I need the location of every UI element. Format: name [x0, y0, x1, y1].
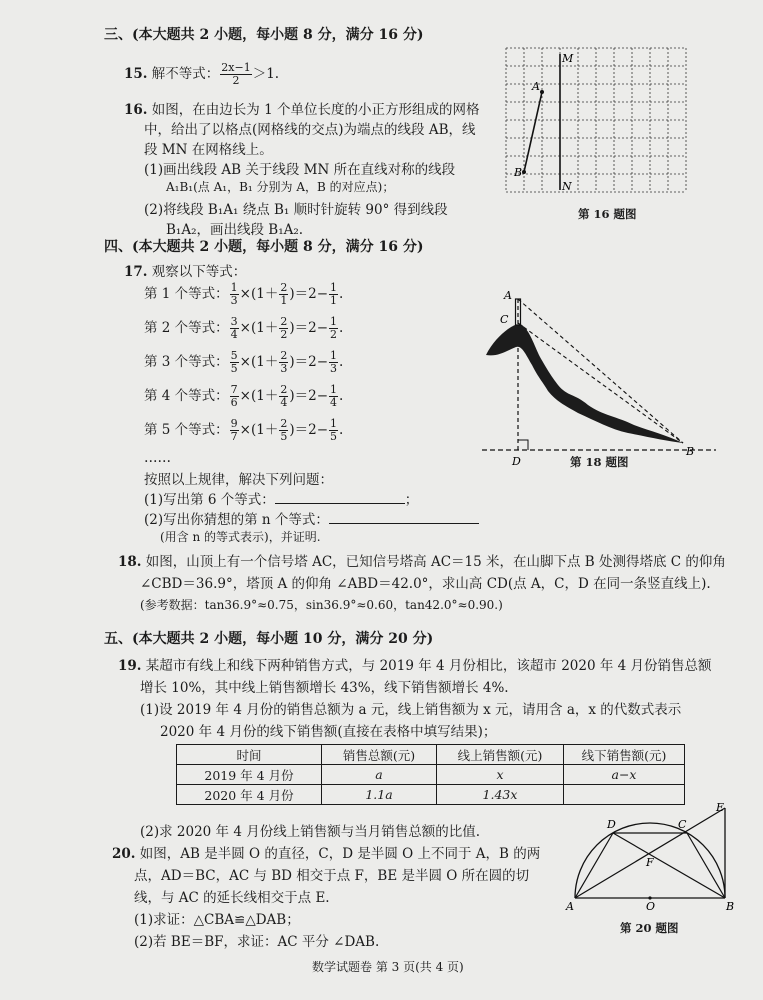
frac-num: 5	[230, 349, 238, 362]
q16-line-4: (1)画出线段 AB 关于线段 MN 所在直线对称的线段	[144, 162, 456, 178]
q16-number: 16.	[124, 102, 148, 118]
label-a: A	[566, 900, 574, 912]
label-b: B	[514, 166, 523, 179]
table-cell: a−x	[564, 765, 685, 785]
figure16-grid	[496, 40, 698, 205]
q17-part2-note: (用含 n 的等式表示)，并证明.	[160, 530, 321, 544]
frac-num: 2	[280, 383, 288, 396]
q20-line-1: 如图，AB 是半圆 O 的直径，C，D 是半圆 O 上不同于 A，B 的两	[139, 846, 541, 862]
right-angle-mark	[518, 440, 528, 450]
table-row	[177, 765, 685, 785]
header-cell: 时间	[177, 745, 322, 765]
eq-label: 第 1 个等式：	[144, 286, 229, 302]
header-cell: 线下销售额(元)	[564, 745, 685, 765]
table-cell: 1.1a	[322, 785, 437, 805]
label-b: B	[726, 900, 735, 912]
eq-frac-c	[329, 282, 338, 307]
q17-equation-4	[144, 384, 343, 409]
table-cell: 2020 年 4 月份	[177, 785, 322, 805]
label-c: C	[500, 313, 509, 326]
q18-line-2: ∠CBD＝36.9°，塔顶 A 的仰角 ∠ABD＝42.0°，求山高 CD(点 A，C，D 在同一条竖直线上).	[140, 576, 711, 592]
eq-frac-c	[329, 384, 338, 409]
eq-label: 第 3 个等式：	[144, 354, 229, 370]
frac-num: 2	[280, 417, 288, 430]
q15-text-b: ＞1.	[252, 66, 280, 82]
frac-den: 4	[330, 396, 338, 409]
table-cell: x	[437, 765, 564, 785]
table-cell: a	[322, 765, 437, 785]
frac-den: 3	[280, 362, 288, 375]
frac-den: 3	[230, 294, 238, 307]
figure18-mountain	[478, 285, 723, 470]
table-cell: 1.43x	[437, 785, 564, 805]
section3-heading: 三、(本大题共 2 小题，每小题 8 分，满分 16 分)	[104, 27, 424, 43]
eq-end: .	[339, 388, 344, 404]
frac-den: 7	[230, 430, 238, 443]
eq-label: 第 5 个等式：	[144, 422, 229, 438]
q17-equation-1	[144, 282, 343, 307]
figure18-caption: 第 18 题图	[570, 455, 629, 469]
header-cell: 销售总额(元)	[322, 745, 437, 765]
q17-equation-5	[144, 418, 343, 443]
figure16-caption: 第 16 题图	[578, 207, 637, 221]
eq-mid: )＝2−	[289, 388, 329, 404]
eq-frac-b	[279, 418, 288, 443]
frac-den: 5	[330, 430, 338, 443]
frac-num: 1	[330, 349, 338, 362]
eq-frac-a	[230, 418, 239, 443]
q16-line-5: A₁B₁(点 A₁，B₁ 分别为 A，B 的对应点)；	[166, 180, 395, 194]
q17-equation-3	[144, 350, 343, 375]
frac-num: 7	[230, 383, 238, 396]
frac-den: 4	[230, 328, 238, 341]
line-cb	[687, 833, 725, 898]
grid-lines	[506, 48, 686, 192]
q18-number: 18.	[118, 554, 142, 570]
eq-mid: )＝2−	[289, 320, 329, 336]
q20-part1: (1)求证：△CBA≌△DAB；	[134, 912, 300, 928]
q20-number: 20.	[112, 846, 136, 862]
frac-den: 3	[330, 362, 338, 375]
table-cell: 2019 年 4 月份	[177, 765, 322, 785]
label-d: D	[512, 455, 521, 468]
label-o: O	[646, 900, 656, 912]
label-f: F	[646, 856, 654, 869]
frac-num: 1	[330, 417, 338, 430]
eq-frac-b	[279, 384, 288, 409]
frac-num: 9	[230, 417, 238, 430]
frac-den: 2	[280, 328, 288, 341]
eq-end: .	[339, 286, 344, 302]
eq-frac-b	[279, 282, 288, 307]
label-n: N	[562, 180, 572, 193]
section5-heading: 五、(本大题共 2 小题，每小题 10 分，满分 20 分)	[104, 631, 434, 647]
frac-den: 5	[230, 362, 238, 375]
q17-part1	[144, 488, 418, 508]
q19-number: 19.	[118, 658, 142, 674]
eq-label: 第 2 个等式：	[144, 320, 229, 336]
q16	[124, 98, 479, 118]
frac-den: 6	[230, 396, 238, 409]
frac-num: 2	[280, 315, 288, 328]
label-d: D	[607, 818, 616, 831]
eq-end: .	[339, 422, 344, 438]
frac-num: 1	[330, 281, 338, 294]
mountain-silhouette	[486, 324, 683, 443]
eq-frac-c	[329, 418, 338, 443]
frac-den: 4	[280, 396, 288, 409]
q18	[118, 550, 726, 570]
q20-line-3: 线，与 AC 的延长线相交于点 E.	[134, 890, 330, 906]
q15-frac-den: 2	[232, 74, 240, 87]
q17-part2	[144, 508, 479, 528]
q20	[112, 842, 540, 862]
q15-frac-num: 2x−1	[221, 61, 251, 74]
eq-times: ×(1＋	[239, 388, 279, 404]
q16-line-6: (2)将线段 B₁A₁ 绕点 B₁ 顺时针旋转 90° 得到线段	[144, 202, 448, 218]
answer-blank-2[interactable]	[329, 523, 479, 524]
table-header-row	[177, 745, 685, 765]
frac-den: 2	[330, 328, 338, 341]
eq-end: .	[339, 320, 344, 336]
frac-num: 3	[230, 315, 238, 328]
sales-table	[176, 744, 685, 805]
label-m: M	[562, 52, 574, 65]
q17-number: 17.	[124, 264, 148, 280]
eq-frac-a	[230, 384, 239, 409]
q17-intro	[124, 260, 246, 280]
point-b	[522, 170, 526, 174]
q17-intro-text: 观察以下等式：	[151, 264, 247, 280]
q17-part2-text: (2)写出你猜想的第 n 个等式：	[144, 512, 329, 528]
q19-line-4: 2020 年 4 月份的线下销售额(直接在表格中填写结果)；	[160, 724, 497, 740]
q19-line-2: 增长 10%，其中线上销售额增长 43%，线下销售额增长 4%.	[140, 680, 509, 696]
q19	[118, 654, 712, 674]
eq-times: ×(1＋	[239, 422, 279, 438]
eq-frac-a	[230, 282, 239, 307]
frac-den: 1	[330, 294, 338, 307]
label-e: E	[716, 801, 725, 814]
header-cell: 线上销售额(元)	[437, 745, 564, 765]
eq-frac-b	[279, 350, 288, 375]
answer-blank-1[interactable]	[275, 503, 405, 504]
eq-mid: )＝2−	[289, 354, 329, 370]
label-b: B	[686, 445, 695, 458]
q15-fraction	[220, 62, 251, 87]
q16-line-1: 如图，在由边长为 1 个单位长度的小正方形组成的网格	[151, 102, 480, 118]
eq-frac-a	[230, 350, 239, 375]
eq-frac-c	[329, 316, 338, 341]
label-c: C	[678, 818, 687, 831]
page-footer: 数学试题卷 第 3 页(共 4 页)	[312, 960, 464, 974]
q17-ellipsis: ……	[144, 450, 171, 466]
frac-den: 5	[280, 430, 288, 443]
q20-part2: (2)若 BE＝BF，求证：AC 平分 ∠DAB.	[134, 934, 380, 950]
frac-den: 1	[280, 294, 288, 307]
q16-line-2: 中，给出了以格点(网格线的交点)为端点的线段 AB，线	[144, 122, 476, 138]
segment-ab	[524, 92, 542, 172]
point-a	[540, 90, 544, 94]
q19-part2: (2)求 2020 年 4 月份线上销售额与当月销售总额的比值.	[140, 824, 481, 840]
eq-mid: )＝2−	[289, 422, 329, 438]
line-ad	[575, 833, 613, 898]
eq-times: ×(1＋	[239, 354, 279, 370]
frac-num: 2	[280, 349, 288, 362]
q17-equation-2	[144, 316, 343, 341]
q19-line-1: 某超市有线上和线下两种销售方式，与 2019 年 4 月份相比，该超市 2020 年 4 月份销售总额	[145, 658, 712, 674]
q19-line-3: (1)设 2019 年 4 月份的销售总额为 a 元，线上销售额为 x 元，请用含 a，x 的代数式表示	[140, 702, 682, 718]
q17-part1-text: (1)写出第 6 个等式：	[144, 492, 275, 508]
eq-times: ×(1＋	[239, 286, 279, 302]
q18-reference: (参考数据：tan36.9°≈0.75，sin36.9°≈0.60，tan42.0°≈0.90.)	[140, 598, 503, 612]
sight-line-cb	[518, 323, 683, 443]
frac-num: 1	[230, 281, 238, 294]
frac-num: 2	[280, 281, 288, 294]
q17-part1-end: ；	[404, 492, 419, 508]
figure20-semicircle	[560, 800, 740, 912]
eq-mid: )＝2−	[289, 286, 329, 302]
figure20-caption: 第 20 题图	[620, 921, 679, 935]
frac-num: 1	[330, 383, 338, 396]
q16-line-3: 段 MN 在网格线上。	[144, 142, 273, 158]
q20-line-2: 点，AD＝BC，AC 与 BD 相交于点 F，BE 是半圆 O 所在圆的切	[134, 868, 530, 884]
q15-number: 15.	[124, 66, 148, 82]
q18-line-1: 如图，山顶上有一个信号塔 AC，已知信号塔高 AC＝15 米，在山脚下点 B 处测得塔底 C 的仰角	[145, 554, 726, 570]
section4-heading: 四、(本大题共 2 小题，每小题 8 分，满分 16 分)	[104, 239, 424, 255]
eq-frac-c	[329, 350, 338, 375]
q16-line-7: B₁A₂，画出线段 B₁A₂.	[166, 222, 304, 238]
q17-instruction: 按照以上规律，解决下列问题：	[144, 472, 333, 488]
q15	[124, 62, 279, 87]
eq-end: .	[339, 354, 344, 370]
eq-label: 第 4 个等式：	[144, 388, 229, 404]
frac-num: 1	[330, 315, 338, 328]
label-a: A	[504, 289, 512, 302]
label-a: A	[532, 80, 540, 93]
eq-frac-b	[279, 316, 288, 341]
eq-times: ×(1＋	[239, 320, 279, 336]
eq-frac-a	[230, 316, 239, 341]
q15-text-a: 解不等式：	[151, 66, 220, 82]
